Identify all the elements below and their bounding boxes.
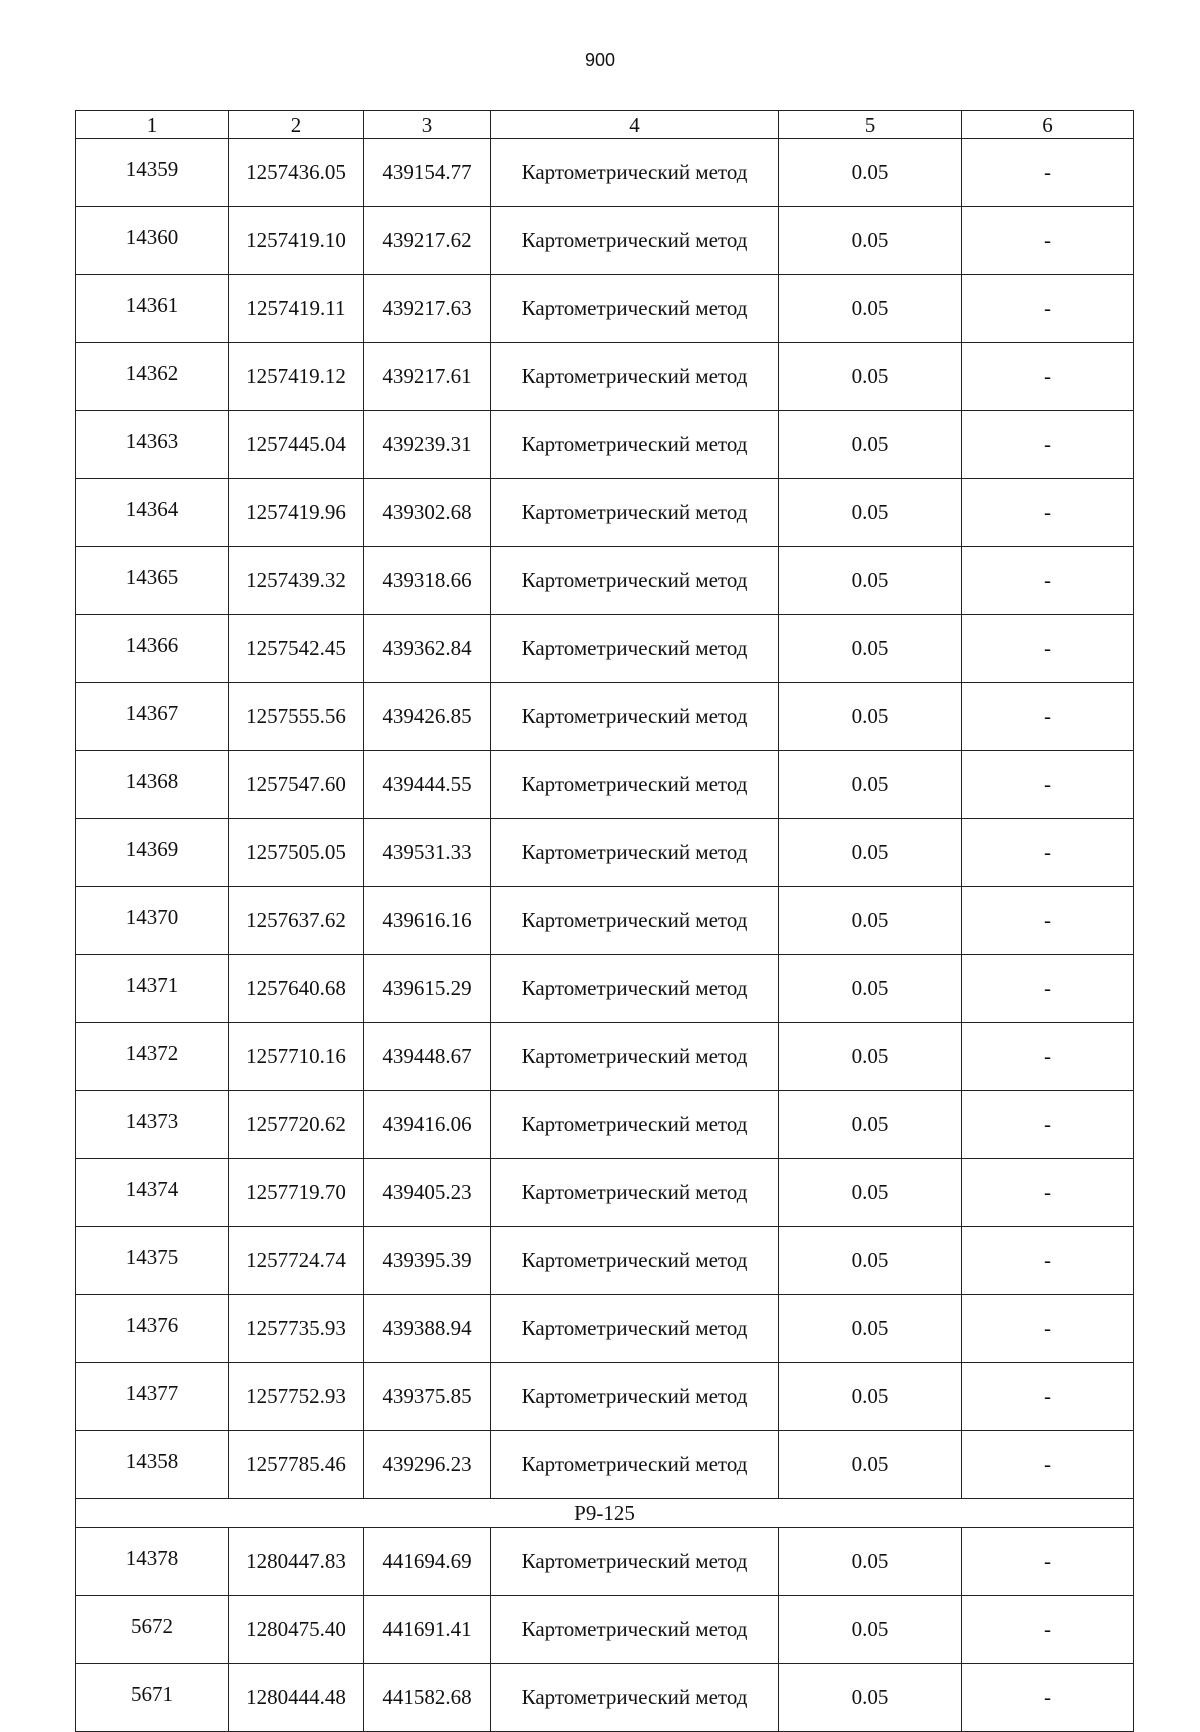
accuracy-cell: 0.05 (779, 1528, 962, 1596)
coordinate-x: 1280444.48 (229, 1664, 364, 1732)
table-body-bottom (76, 1528, 1134, 1732)
point-number: 14375 (76, 1227, 229, 1295)
method-cell: Картометрический метод (491, 479, 779, 547)
note-cell: - (962, 343, 1134, 411)
coordinate-y: 439615.29 (364, 955, 491, 1023)
accuracy-cell: 0.05 (779, 479, 962, 547)
note-cell: - (962, 1295, 1134, 1363)
coordinate-x: 1257445.04 (229, 411, 364, 479)
coordinate-x: 1257436.05 (229, 139, 364, 207)
accuracy-cell: 0.05 (779, 955, 962, 1023)
table-body-top (76, 139, 1134, 1499)
coordinate-x: 1257542.45 (229, 615, 364, 683)
note-cell: - (962, 547, 1134, 615)
coordinate-y: 439531.33 (364, 819, 491, 887)
method-cell: Картометрический метод (491, 1091, 779, 1159)
accuracy-cell: 0.05 (779, 1091, 962, 1159)
coordinate-x: 1257419.12 (229, 343, 364, 411)
table-row (76, 819, 1134, 887)
note-cell: - (962, 411, 1134, 479)
point-number: 5672 (76, 1596, 229, 1664)
point-number: 5671 (76, 1664, 229, 1732)
coordinate-y: 439444.55 (364, 751, 491, 819)
column-header: 3 (364, 111, 491, 139)
point-number: 14363 (76, 411, 229, 479)
table-row (76, 547, 1134, 615)
method-cell: Картометрический метод (491, 1431, 779, 1499)
accuracy-cell: 0.05 (779, 819, 962, 887)
method-cell: Картометрический метод (491, 819, 779, 887)
note-cell: - (962, 207, 1134, 275)
column-header: 4 (491, 111, 779, 139)
column-header: 6 (962, 111, 1134, 139)
accuracy-cell: 0.05 (779, 751, 962, 819)
note-cell: - (962, 1091, 1134, 1159)
point-number: 14374 (76, 1159, 229, 1227)
note-cell: - (962, 615, 1134, 683)
method-cell: Картометрический метод (491, 955, 779, 1023)
point-number: 14369 (76, 819, 229, 887)
table-row (76, 887, 1134, 955)
note-cell: - (962, 1664, 1134, 1732)
coordinate-y: 439217.63 (364, 275, 491, 343)
coordinate-y: 439616.16 (364, 887, 491, 955)
coordinate-x: 1257419.10 (229, 207, 364, 275)
point-number: 14361 (76, 275, 229, 343)
table-row (76, 1159, 1134, 1227)
method-cell: Картометрический метод (491, 1227, 779, 1295)
accuracy-cell: 0.05 (779, 207, 962, 275)
coordinate-y: 439395.39 (364, 1227, 491, 1295)
point-number: 14368 (76, 751, 229, 819)
table-row (76, 479, 1134, 547)
section-body (76, 1499, 1134, 1528)
method-cell: Картометрический метод (491, 1023, 779, 1091)
note-cell: - (962, 1227, 1134, 1295)
method-cell: Картометрический метод (491, 139, 779, 207)
accuracy-cell: 0.05 (779, 1431, 962, 1499)
coordinate-x: 1280475.40 (229, 1596, 364, 1664)
coordinate-y: 439239.31 (364, 411, 491, 479)
accuracy-cell: 0.05 (779, 1295, 962, 1363)
coordinate-y: 439448.67 (364, 1023, 491, 1091)
method-cell: Картометрический метод (491, 1664, 779, 1732)
accuracy-cell: 0.05 (779, 139, 962, 207)
accuracy-cell: 0.05 (779, 411, 962, 479)
coordinate-y: 439318.66 (364, 547, 491, 615)
header-row (76, 111, 1134, 139)
method-cell: Картометрический метод (491, 411, 779, 479)
column-header: 2 (229, 111, 364, 139)
coordinate-y: 439217.62 (364, 207, 491, 275)
point-number: 14359 (76, 139, 229, 207)
coordinate-y: 439296.23 (364, 1431, 491, 1499)
accuracy-cell: 0.05 (779, 887, 962, 955)
note-cell: - (962, 1528, 1134, 1596)
method-cell: Картометрический метод (491, 1528, 779, 1596)
method-cell: Картометрический метод (491, 615, 779, 683)
table-row (76, 683, 1134, 751)
point-number: 14371 (76, 955, 229, 1023)
note-cell: - (962, 1431, 1134, 1499)
method-cell: Картометрический метод (491, 343, 779, 411)
coordinate-x: 1257505.05 (229, 819, 364, 887)
table-row (76, 1664, 1134, 1732)
coordinate-x: 1257640.68 (229, 955, 364, 1023)
coordinate-x: 1257719.70 (229, 1159, 364, 1227)
point-number: 14376 (76, 1295, 229, 1363)
coordinate-y: 441582.68 (364, 1664, 491, 1732)
table-row (76, 1431, 1134, 1499)
coordinate-y: 441694.69 (364, 1528, 491, 1596)
coordinate-x: 1257555.56 (229, 683, 364, 751)
coordinate-x: 1257720.62 (229, 1091, 364, 1159)
coordinate-x: 1257419.96 (229, 479, 364, 547)
coordinate-x: 1257785.46 (229, 1431, 364, 1499)
section-row (76, 1499, 1134, 1528)
accuracy-cell: 0.05 (779, 683, 962, 751)
accuracy-cell: 0.05 (779, 1363, 962, 1431)
table-row (76, 343, 1134, 411)
point-number: 14372 (76, 1023, 229, 1091)
column-header: 1 (76, 111, 229, 139)
note-cell: - (962, 955, 1134, 1023)
accuracy-cell: 0.05 (779, 615, 962, 683)
accuracy-cell: 0.05 (779, 1023, 962, 1091)
table-row (76, 1528, 1134, 1596)
point-number: 14370 (76, 887, 229, 955)
note-cell: - (962, 1159, 1134, 1227)
method-cell: Картометрический метод (491, 1596, 779, 1664)
coordinate-x: 1280447.83 (229, 1528, 364, 1596)
table-row (76, 751, 1134, 819)
note-cell: - (962, 887, 1134, 955)
note-cell: - (962, 1596, 1134, 1664)
accuracy-cell: 0.05 (779, 1227, 962, 1295)
coordinate-y: 439426.85 (364, 683, 491, 751)
method-cell: Картометрический метод (491, 1159, 779, 1227)
point-number: 14366 (76, 615, 229, 683)
coordinate-x: 1257439.32 (229, 547, 364, 615)
note-cell: - (962, 1363, 1134, 1431)
note-cell: - (962, 1023, 1134, 1091)
accuracy-cell: 0.05 (779, 343, 962, 411)
table-row (76, 1363, 1134, 1431)
table-row (76, 1596, 1134, 1664)
accuracy-cell: 0.05 (779, 547, 962, 615)
method-cell: Картометрический метод (491, 1295, 779, 1363)
coordinate-x: 1257752.93 (229, 1363, 364, 1431)
point-number: 14358 (76, 1431, 229, 1499)
point-number: 14360 (76, 207, 229, 275)
coordinate-y: 439375.85 (364, 1363, 491, 1431)
point-number: 14362 (76, 343, 229, 411)
section-label: Р9-125 (76, 1499, 1134, 1528)
table-row (76, 1091, 1134, 1159)
table-row (76, 1023, 1134, 1091)
accuracy-cell: 0.05 (779, 1596, 962, 1664)
coordinate-y: 441691.41 (364, 1596, 491, 1664)
point-number: 14377 (76, 1363, 229, 1431)
coordinate-x: 1257637.62 (229, 887, 364, 955)
coordinate-x: 1257735.93 (229, 1295, 364, 1363)
accuracy-cell: 0.05 (779, 1664, 962, 1732)
note-cell: - (962, 479, 1134, 547)
coordinates-table (75, 110, 1134, 1732)
method-cell: Картометрический метод (491, 683, 779, 751)
note-cell: - (962, 139, 1134, 207)
note-cell: - (962, 683, 1134, 751)
coordinate-x: 1257419.11 (229, 275, 364, 343)
point-number: 14378 (76, 1528, 229, 1596)
method-cell: Картометрический метод (491, 751, 779, 819)
table-row (76, 139, 1134, 207)
accuracy-cell: 0.05 (779, 1159, 962, 1227)
table-row (76, 411, 1134, 479)
coordinate-y: 439388.94 (364, 1295, 491, 1363)
note-cell: - (962, 819, 1134, 887)
table-row (76, 1295, 1134, 1363)
point-number: 14367 (76, 683, 229, 751)
coordinate-y: 439302.68 (364, 479, 491, 547)
column-header: 5 (779, 111, 962, 139)
coordinate-y: 439154.77 (364, 139, 491, 207)
method-cell: Картометрический метод (491, 547, 779, 615)
page-number: 900 (584, 50, 616, 70)
method-cell: Картометрический метод (491, 887, 779, 955)
method-cell: Картометрический метод (491, 207, 779, 275)
table-row (76, 615, 1134, 683)
accuracy-cell: 0.05 (779, 275, 962, 343)
coordinate-y: 439405.23 (364, 1159, 491, 1227)
table-row (76, 207, 1134, 275)
note-cell: - (962, 751, 1134, 819)
coordinate-x: 1257547.60 (229, 751, 364, 819)
coordinate-x: 1257710.16 (229, 1023, 364, 1091)
table-row (76, 1227, 1134, 1295)
method-cell: Картометрический метод (491, 1363, 779, 1431)
table-row (76, 275, 1134, 343)
coordinate-x: 1257724.74 (229, 1227, 364, 1295)
point-number: 14365 (76, 547, 229, 615)
coordinate-y: 439217.61 (364, 343, 491, 411)
note-cell: - (962, 275, 1134, 343)
point-number: 14373 (76, 1091, 229, 1159)
method-cell: Картометрический метод (491, 275, 779, 343)
point-number: 14364 (76, 479, 229, 547)
coordinate-y: 439416.06 (364, 1091, 491, 1159)
table-row (76, 955, 1134, 1023)
coordinate-y: 439362.84 (364, 615, 491, 683)
